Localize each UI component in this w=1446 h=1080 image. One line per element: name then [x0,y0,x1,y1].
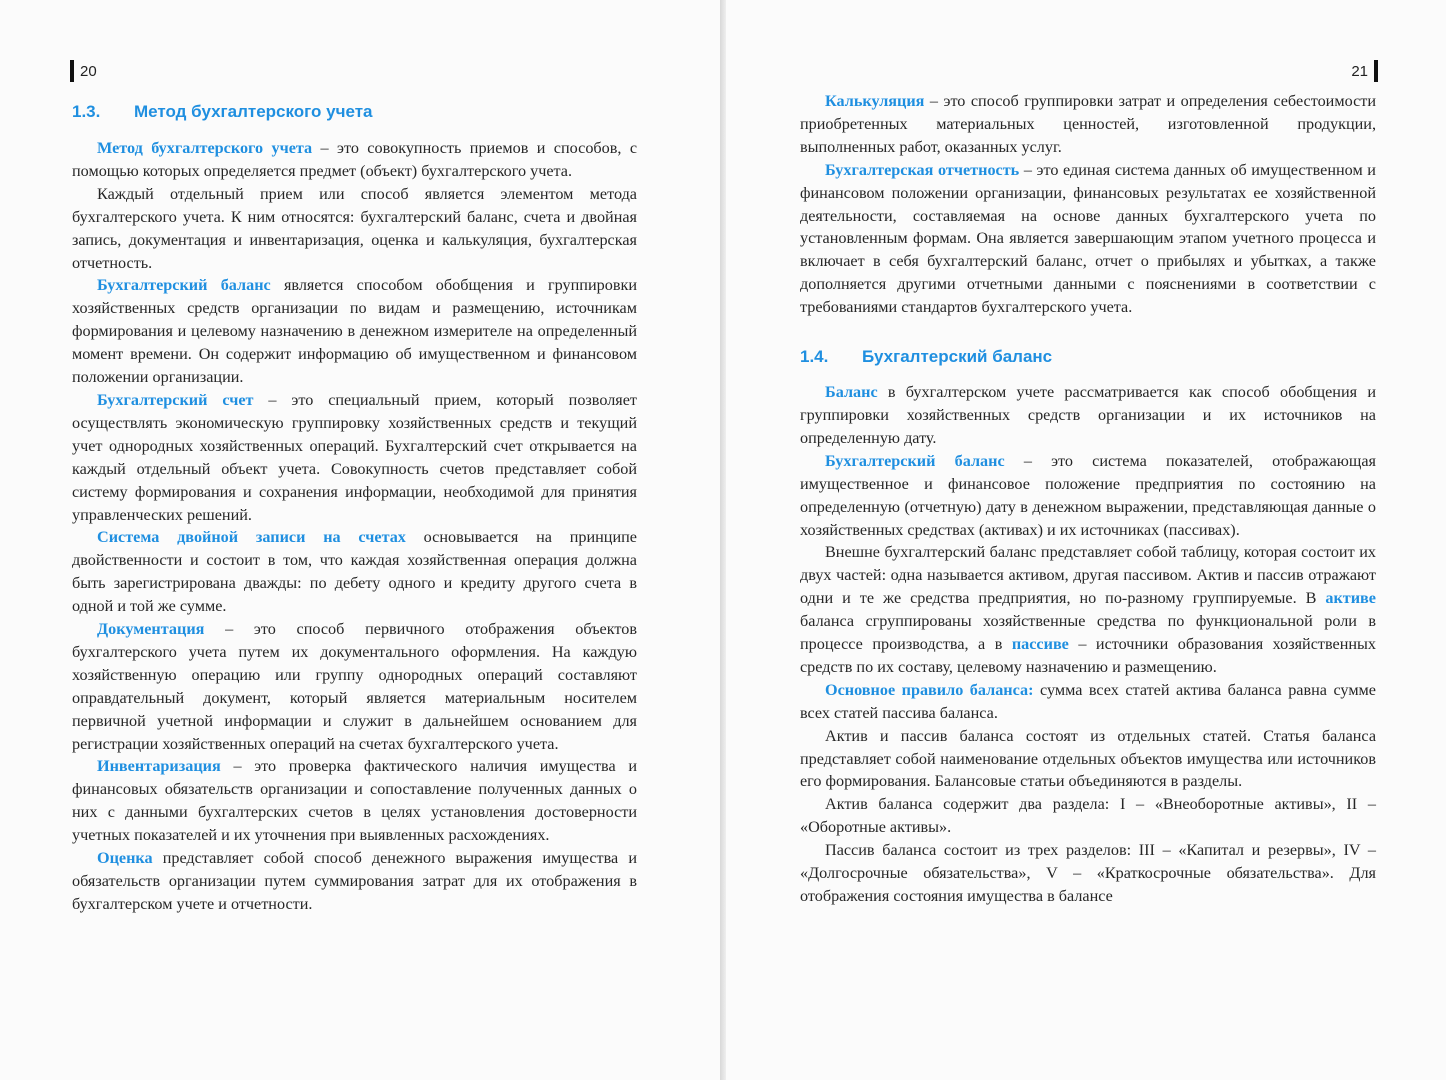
term-highlight: пассиве [1011,635,1069,654]
page-number-right [1351,60,1378,82]
paragraph-text: Актив баланса содержит два раздела: I – «Внеоборотные активы», II – «Оборотные активы». [800,795,1376,837]
paragraph-text: Внешне бухгалтерский баланс представляет собой таблицу, которая состоит их двух частей: одна называется активом, другая пассивом. Актив и пассив отражают одни и те же средства предприятия, но по-разному группируемые. В [800,543,1376,608]
paragraph-text: – это проверка фактического наличия имущества и финансовых обязательств организации и сопоставление полученных данных о них с данными бухгалтерских счетов в целях установления достоверности учетных показателей и их уточнения при выявленных расхождениях. [72,757,637,845]
left-text-column [72,102,637,916]
paragraph [800,381,1376,450]
paragraph-text: – это система показателей, отображающая имущественное и финансовое положение предприятия по состоянию на определенную (отчетную) дату в денежном выражении, представляющая данные о хозяйственных средствах (активах) и их источниках (пассивах). [800,451,1376,539]
paragraph [72,389,637,526]
left-page [0,0,720,1080]
term-highlight: Бухгалтерская отчетность [825,160,1020,179]
paragraph-text: – источники образования хозяйственных средств по их составу, целевому назначению и размещению. [800,635,1377,676]
paragraph-text: Актив и пассив баланса состоят из отдельных статей. Статья баланса представляет собой наименование отдельных объектов имущества или источников его формирования. Балансовые статьи объединяются в разделы. [800,726,1376,791]
term-highlight: активе [1325,589,1376,608]
term-highlight: Бухгалтерский счет [97,390,254,409]
paragraph [800,159,1376,319]
paragraph [72,137,637,183]
right-page [726,0,1446,1080]
page-marker-bar [70,60,74,82]
paragraph-text: баланса сгруппированы хозяйственные средства по функциональной роли в процессе производства, а в [800,612,1376,654]
paragraph-text: Пассив баланса состоит из трех разделов: III – «Капитал и резервы», IV – «Долгосрочные обязательства», V – «Краткосрочные обязательства». Для отображения состояния имущества в балансе [800,841,1376,905]
term-highlight: Документация [97,620,205,639]
section-title: Метод бухгалтерского учета [134,102,373,121]
paragraph [800,541,1376,678]
term-highlight: Оценка [97,849,153,868]
section-heading-1-3 [72,102,637,122]
paragraph [72,526,637,618]
paragraph [800,725,1376,794]
paragraph [800,450,1376,542]
paragraph [800,793,1376,839]
paragraph [72,618,637,755]
page-number-left [70,60,97,82]
paragraph-text: сумма всех статей актива баланса равна сумме всех статей пассива баланса. [800,680,1376,722]
page-number-text: 21 [1351,62,1368,80]
paragraph [800,679,1376,725]
term-highlight: Калькуляция [825,92,925,110]
paragraph [72,274,637,389]
paragraph-text: представляет собой способ денежного выражения имущества и обязательств организации путем суммирования затрат для их отображения в бухгалтерском учете и отчетности. [72,849,637,913]
paragraph [72,847,637,916]
paragraph-text: является способом обобщения и группировки хозяйственных средств организации по видам и размещению, источникам формирования и целевому назначению в денежном измерителе на определенный момент времени. Он содержит информацию об имущественном и финансовом положении организации. [72,276,637,387]
term-highlight: Метод бухгалтерского учета [97,139,313,157]
term-highlight: Система двойной записи на счетах [97,528,406,547]
section-number: 1.4. [800,347,829,367]
paragraph-text: – это совокупность приемов и способов, с помощью которых определяется предмет (объект) бухгалтерского учета. [72,139,638,180]
paragraph-text: Каждый отдельный прием или способ является элементом метода бухгалтерского учета. К ним относятся: бухгалтерский баланс, счета и двойная запись, документация и инвентаризация, оценка и калькуляция, бухгалтерская отчетность. [72,184,637,272]
term-highlight: Баланс [825,383,878,402]
term-highlight: Инвентаризация [97,757,221,776]
section-heading-1-4 [800,347,1376,367]
paragraph [800,839,1376,908]
term-highlight: Бухгалтерский баланс [825,451,1005,470]
term-highlight: Бухгалтерский баланс [97,276,271,295]
right-text-column [800,90,1376,908]
paragraph-text: – это способ первичного отображения объектов бухгалтерского учета путем их документального оформления. На каждую хозяйственную операцию или группу однородных операций составляют оправдательный документ, который является материальным носителем первичной учетной информации и служит в дальнейшем основанием для регистрации хозяйственных операций на счетах бухгалтерского учета. [72,620,637,753]
paragraph-text: – это единая система данных об имущественном и финансовом положении организации, финансовых результатах ее хозяйственной деятельности, составляемая на основе данных бухгалтерского учета по установленным формам. Она является завершающим этапом учетного процесса и включает в себя бухгалтерский баланс, отчет о прибылях и убытках, а также дополняется другими отчетными данными с пояснениями в соответствии с требованиями стандартов бухгалтерского учета. [800,160,1376,317]
paragraph [72,755,637,847]
page-number-text: 20 [80,62,97,80]
term-highlight: Основное правило баланса: [825,680,1034,699]
paragraph-text: – это способ группировки затрат и определения себестоимости приобретенных материальных ценностей, изготовленной продукции, выполненных работ, оказанных услуг. [800,92,1376,156]
paragraph [72,183,637,275]
page-marker-bar [1374,60,1378,82]
section-title: Бухгалтерский баланс [862,347,1053,367]
paragraph [800,90,1376,159]
paragraph-text: основывается на принципе двойственности и состоит в том, что каждая хозяйственная операция должна быть зарегистрирована дважды: по дебету одного и кредиту другого счета в одной и той же сумме. [72,528,637,616]
section-number: 1.3. [72,102,101,121]
paragraph-text: в бухгалтерском учете рассматривается как способ обобщения и группировки хозяйственных средств организации и их источников на определенную дату. [800,383,1376,447]
paragraph-text: – это специальный прием, который позволяет осуществлять экономическую группировку хозяйственных средств и текущий учет однородных хозяйственных операций. Бухгалтерский счет открывается на каждый отдельный объект учета. Совокупность счетов представляет собой систему формирования и сохранения информации, необходимой для принятия управленческих решений. [72,390,638,524]
